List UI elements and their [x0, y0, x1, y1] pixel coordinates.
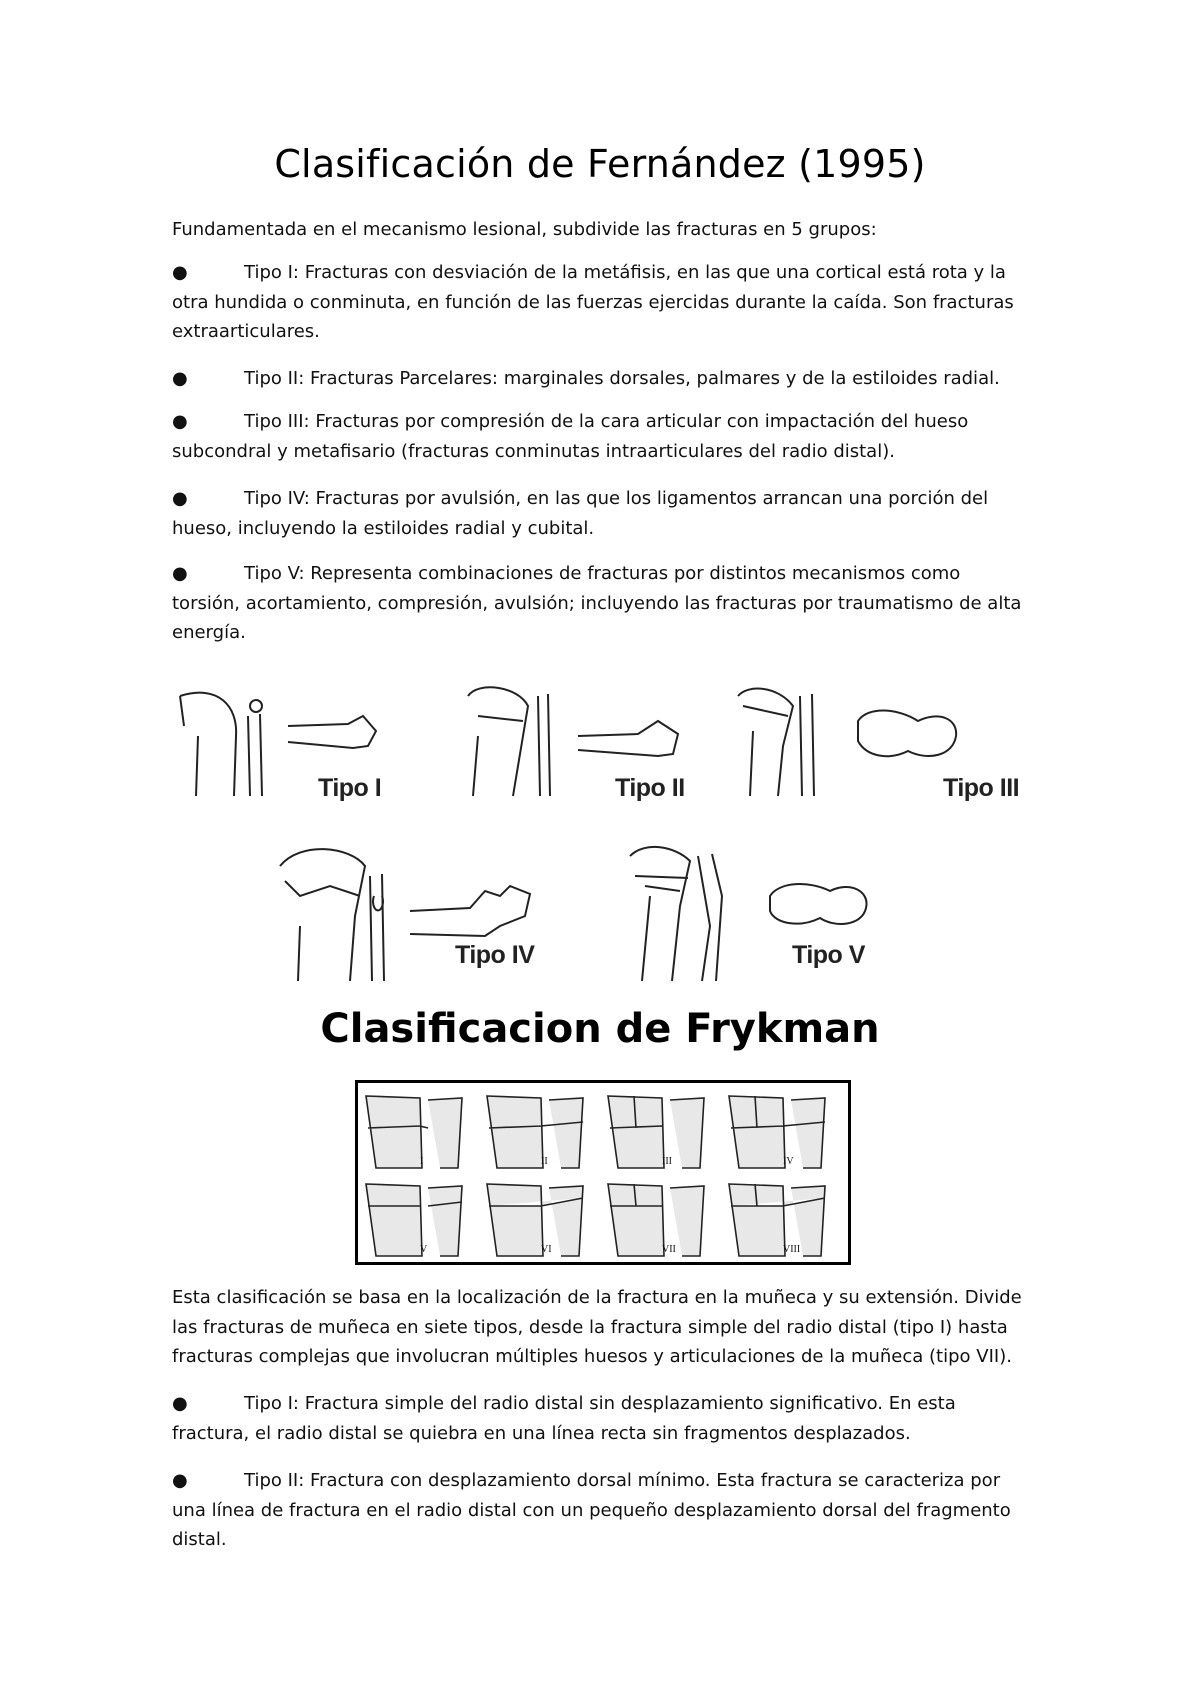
frykman-item-text: Tipo I: Fractura simple del radio distal sin desplazamiento significativo. En esta fractura, el radio distal se quiebra en una línea recta sin fragmentos desplazados. [172, 1393, 956, 1444]
bullet-icon: ● [172, 488, 188, 509]
frykman-cell-iii [604, 1088, 722, 1172]
fernandez-item-text: Tipo I: Fracturas con desviación de la metáfisis, en las que una cortical está rota y la otra hundida o conminuta, en función de las fuerzas ejercidas durante la caída. Son fracturas extraarticulares. [172, 262, 1014, 342]
fernandez-item-text: Tipo V: Representa combinaciones de fracturas por distintos mecanismos como torsión, acortamiento, compresión, avulsión; incluyendo las fracturas por traumatismo de alta energía. [172, 563, 1022, 643]
figure-label-tipo-v: Tipo V [792, 941, 865, 969]
fernandez-item-5 [172, 559, 1028, 648]
frykman-label-v: V [420, 1244, 428, 1255]
figure-label-tipo-i: Tipo I [318, 774, 382, 802]
frykman-item-text: Tipo II: Fractura con desplazamiento dorsal mínimo. Esta fractura se caracteriza por una línea de fractura en el radio distal con un pequeño desplazamiento dorsal del fragmento distal. [172, 1470, 1011, 1550]
frykman-cell-vi [483, 1176, 601, 1260]
bullet-icon: ● [172, 411, 188, 432]
frykman-item-1 [172, 1389, 1028, 1448]
bullet-icon: ● [172, 1393, 188, 1414]
figure-label-tipo-iii: Tipo III [943, 774, 1020, 802]
fernandez-item-2 [172, 364, 1028, 394]
frykman-item-2 [172, 1466, 1028, 1555]
frykman-label-vii: VII [662, 1244, 676, 1255]
figure-label-tipo-iv: Tipo IV [455, 941, 535, 969]
bullet-icon: ● [172, 368, 188, 389]
fernandez-item-3 [172, 407, 1028, 466]
fernandez-item-1 [172, 258, 1028, 347]
frykman-figure [355, 1080, 851, 1265]
fernandez-item-text: Tipo IV: Fracturas por avulsión, en las que los ligamentos arrancan una porción del hueso, incluyendo la estiloides radial y cubital. [172, 488, 989, 539]
frykman-label-iii: III [662, 1156, 672, 1167]
frykman-cell-iv [725, 1088, 843, 1172]
fernandez-intro: Fundamentada en el mecanismo lesional, subdivide las fracturas en 5 grupos: [172, 219, 877, 240]
frykman-cell-viii [725, 1176, 843, 1260]
frykman-label-iv: IV [783, 1156, 794, 1167]
frykman-label-viii: VIII [783, 1244, 801, 1255]
fernandez-title: Clasificación de Fernández (1995) [274, 142, 926, 186]
fernandez-figure-row1 [178, 676, 1028, 826]
bullet-icon: ● [172, 1470, 188, 1491]
frykman-cell-v [362, 1176, 480, 1260]
frykman-cell-vii [604, 1176, 722, 1260]
fernandez-item-text: Tipo III: Fracturas por compresión de la cara articular con impactación del hueso subcondral y metafisario (fracturas conminutas intraarticulares del radio distal). [172, 411, 969, 462]
bullet-icon: ● [172, 262, 188, 283]
frykman-label-vi: VI [541, 1244, 552, 1255]
frykman-label-i: I [420, 1156, 424, 1167]
bone-drawings [178, 676, 1028, 826]
frykman-label-ii: II [541, 1156, 548, 1167]
frykman-intro: Esta clasificación se basa en la localización de la fractura en la muñeca y su extensión. Divide las fracturas de muñeca en siete tipos, desde la fractura simple del radio distal (tipo I) hasta fracturas complejas que involucran múltiples huesos y articulaciones de la muñeca (tipo VII). [172, 1287, 1022, 1367]
fernandez-item-text: Tipo II: Fracturas Parcelares: marginales dorsales, palmares y de la estiloides radial. [244, 368, 1000, 389]
frykman-title: Clasificacion de Frykman [320, 1006, 880, 1052]
bullet-icon: ● [172, 563, 188, 584]
fernandez-figure-row2 [270, 836, 890, 986]
frykman-cell-i [362, 1088, 480, 1172]
fernandez-item-4 [172, 484, 1028, 543]
frykman-cell-ii [483, 1088, 601, 1172]
figure-label-tipo-ii: Tipo II [615, 774, 685, 802]
